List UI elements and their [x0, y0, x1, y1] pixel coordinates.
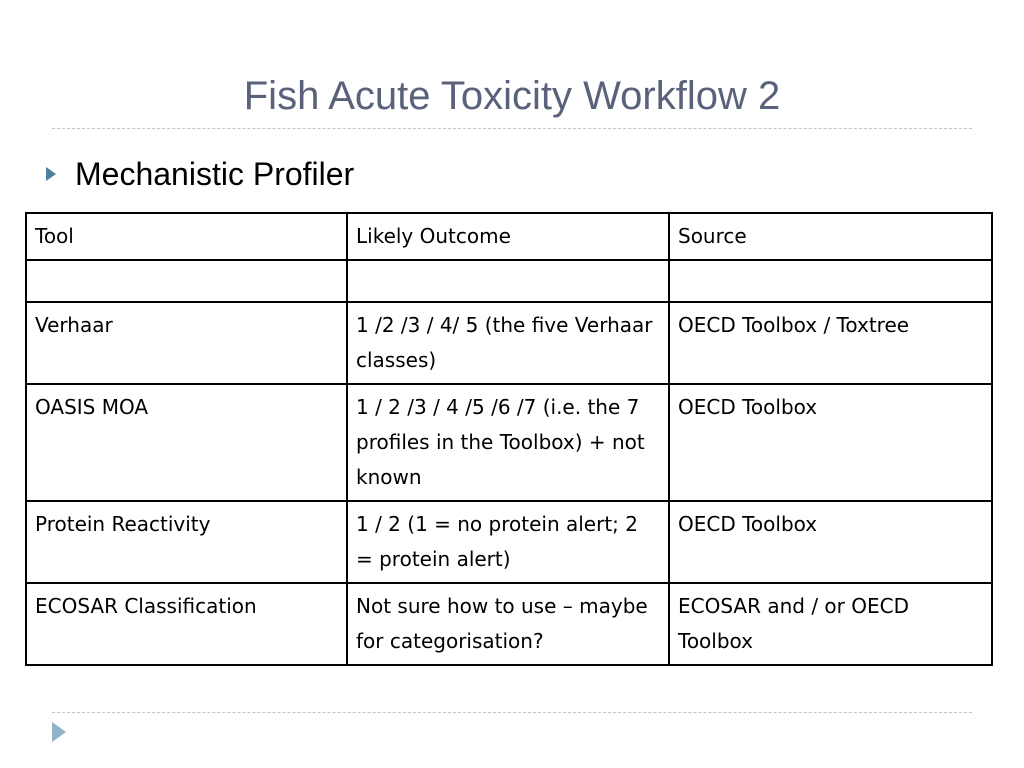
mechanistic-profiler-table: [25, 212, 993, 666]
table-cell: OASIS MOA: [26, 384, 347, 501]
title-divider: [52, 128, 972, 129]
table-cell: OECD Toolbox: [669, 384, 992, 501]
bullet-text: Mechanistic Profiler: [75, 155, 355, 192]
table-row: [26, 501, 992, 583]
table-row: [26, 583, 992, 665]
table-cell: [26, 260, 347, 302]
table-cell: 1 /2 /3 / 4/ 5 (the five Verhaar classes): [347, 302, 669, 384]
next-slide-icon[interactable]: [52, 722, 66, 742]
table-row: [26, 384, 992, 501]
table-cell: 1 / 2 (1 = no protein alert; 2 = protein alert): [347, 501, 669, 583]
header-tool: Tool: [26, 213, 347, 260]
table-header-row: [26, 213, 992, 260]
table-row: [26, 302, 992, 384]
footer-divider: [52, 712, 972, 713]
table-cell: OECD Toolbox / Toxtree: [669, 302, 992, 384]
table-cell: Not sure how to use – maybe for categorisation?: [347, 583, 669, 665]
table-cell: ECOSAR and / or OECD Toolbox: [669, 583, 992, 665]
table-cell: OECD Toolbox: [669, 501, 992, 583]
slide-title: Fish Acute Toxicity Workflow 2: [243, 74, 781, 118]
table-cell: Protein Reactivity: [26, 501, 347, 583]
bullet-item: [46, 154, 354, 194]
header-likely-outcome: Likely Outcome: [347, 213, 669, 260]
table-cell: [347, 260, 669, 302]
bullet-arrow-icon: [46, 167, 56, 181]
table-cell: [669, 260, 992, 302]
table-cell: Verhaar: [26, 302, 347, 384]
table-cell: 1 / 2 /3 / 4 /5 /6 /7 (i.e. the 7 profiles in the Toolbox) + not known: [347, 384, 669, 501]
table-cell: ECOSAR Classification: [26, 583, 347, 665]
table-row: [26, 260, 992, 302]
header-source: Source: [669, 213, 992, 260]
